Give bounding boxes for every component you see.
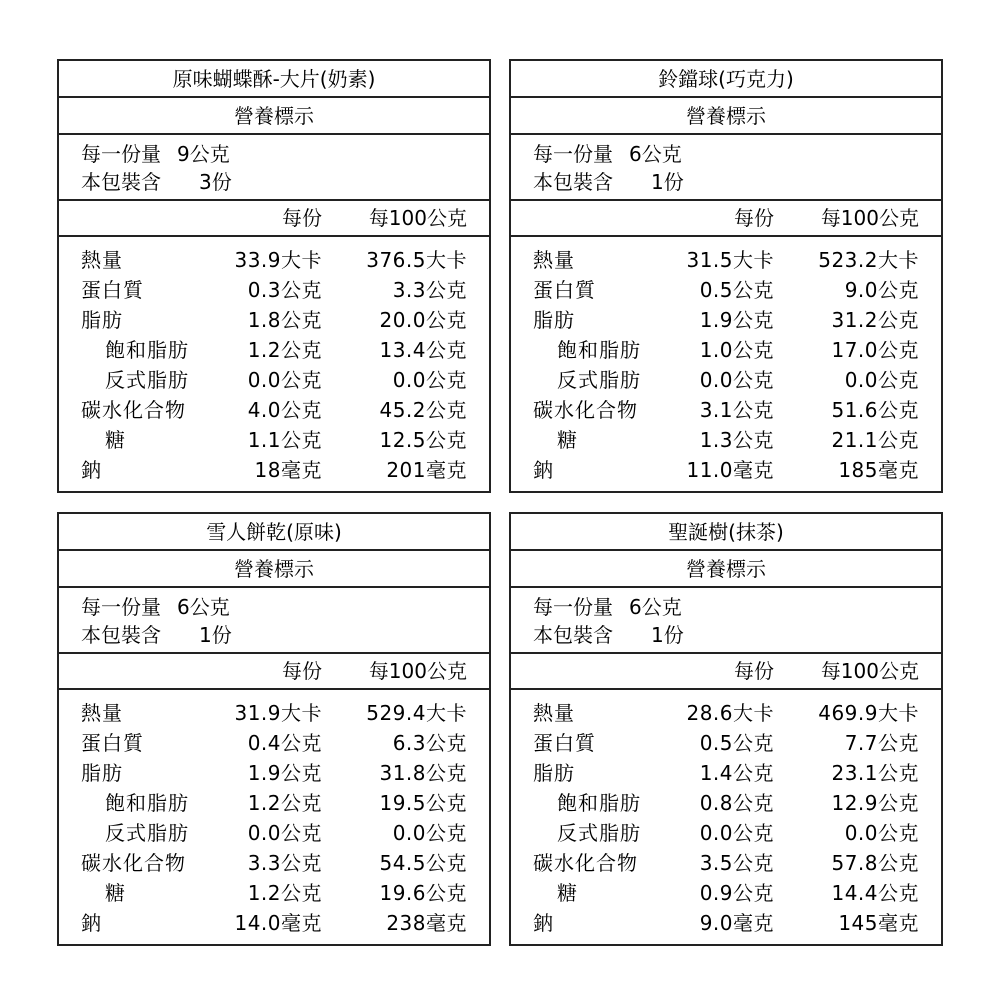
- nutrient-row: [59, 908, 489, 938]
- nutrient-row: [511, 455, 941, 485]
- nutrient-name: 蛋白質: [81, 731, 144, 755]
- nutrient-per-100g: 12.9公克: [831, 791, 919, 815]
- nutrition-panel-snowman-cookie: [57, 512, 491, 946]
- servings-per-pack-value: 1份: [651, 170, 684, 194]
- nutrient-per-100g: 0.0公克: [392, 821, 467, 845]
- nutrient-per-100g: 31.8公克: [379, 761, 467, 785]
- nutrient-list: [59, 690, 489, 938]
- serving-size-label: 每一份量: [533, 595, 613, 619]
- nutrient-per-serving: 33.9大卡: [234, 248, 322, 272]
- nutrient-row: [511, 878, 941, 908]
- nutrient-per-100g: 523.2大卡: [818, 248, 919, 272]
- nutrient-list: [59, 237, 489, 485]
- serving-info: [511, 135, 941, 201]
- nutrient-name: 蛋白質: [533, 278, 596, 302]
- nutrient-row: [59, 788, 489, 818]
- nutrient-per-100g: 45.2公克: [379, 398, 467, 422]
- servings-per-pack-label: 本包裝含: [81, 170, 161, 194]
- nutrient-per-serving: 3.1公克: [699, 398, 774, 422]
- nutrition-label-heading: 營養標示: [511, 551, 941, 588]
- nutrient-row: [511, 275, 941, 305]
- nutrient-row: [511, 245, 941, 275]
- nutrient-row: [59, 245, 489, 275]
- nutrient-name: 熱量: [81, 701, 123, 725]
- nutrient-row: [511, 758, 941, 788]
- nutrient-row: [59, 365, 489, 395]
- nutrient-per-100g: 17.0公克: [831, 338, 919, 362]
- nutrient-name: 脂肪: [81, 761, 123, 785]
- servings-per-pack-label: 本包裝含: [533, 170, 613, 194]
- nutrient-list: [511, 690, 941, 938]
- nutrition-label-heading: 營養標示: [59, 98, 489, 135]
- col-per-100g: 每100公克: [820, 659, 919, 683]
- nutrition-label-heading: 營養標示: [511, 98, 941, 135]
- nutrient-per-serving: 1.2公克: [247, 338, 322, 362]
- nutrient-per-serving: 1.1公克: [247, 428, 322, 452]
- nutrient-per-serving: 14.0毫克: [234, 911, 322, 935]
- nutrient-row: [59, 848, 489, 878]
- nutrient-name: 飽和脂肪: [557, 338, 641, 362]
- nutrient-per-serving: 31.5大卡: [686, 248, 774, 272]
- serving-size-value: 9公克: [177, 142, 230, 166]
- nutrient-per-100g: 20.0公克: [379, 308, 467, 332]
- nutrient-row: [511, 818, 941, 848]
- nutrient-row: [511, 848, 941, 878]
- servings-per-pack-value: 1份: [199, 623, 232, 647]
- nutrient-per-serving: 0.5公克: [699, 731, 774, 755]
- nutrient-per-serving: 28.6大卡: [686, 701, 774, 725]
- nutrient-name: 反式脂肪: [105, 821, 189, 845]
- servings-per-pack-value: 3份: [199, 170, 232, 194]
- col-per-serving: 每份: [282, 659, 322, 683]
- nutrient-per-100g: 469.9大卡: [818, 701, 919, 725]
- nutrient-row: [511, 788, 941, 818]
- nutrient-row: [511, 305, 941, 335]
- nutrient-per-100g: 21.1公克: [831, 428, 919, 452]
- nutrient-row: [511, 335, 941, 365]
- nutrient-name: 蛋白質: [81, 278, 144, 302]
- nutrient-per-100g: 6.3公克: [392, 731, 467, 755]
- serving-size-value: 6公克: [177, 595, 230, 619]
- serving-size-label: 每一份量: [533, 142, 613, 166]
- nutrient-name: 糖: [557, 881, 578, 905]
- product-title: 鈴鐺球(巧克力): [511, 61, 941, 98]
- col-per-serving: 每份: [734, 659, 774, 683]
- nutrient-per-serving: 4.0公克: [247, 398, 322, 422]
- column-header: [511, 654, 941, 690]
- nutrient-name: 碳水化合物: [81, 398, 186, 422]
- nutrient-name: 熱量: [533, 701, 575, 725]
- nutrient-per-100g: 238毫克: [386, 911, 467, 935]
- nutrient-per-serving: 0.5公克: [699, 278, 774, 302]
- servings-per-pack-label: 本包裝含: [81, 623, 161, 647]
- nutrient-row: [59, 758, 489, 788]
- nutrient-row: [59, 305, 489, 335]
- nutrient-name: 糖: [557, 428, 578, 452]
- nutrient-per-100g: 23.1公克: [831, 761, 919, 785]
- serving-size-value: 6公克: [629, 142, 682, 166]
- nutrient-per-100g: 19.6公克: [379, 881, 467, 905]
- nutrient-row: [59, 698, 489, 728]
- nutrient-name: 熱量: [81, 248, 123, 272]
- nutrient-per-100g: 12.5公克: [379, 428, 467, 452]
- nutrient-per-serving: 31.9大卡: [234, 701, 322, 725]
- nutrient-per-serving: 0.0公克: [247, 821, 322, 845]
- nutrient-per-100g: 185毫克: [838, 458, 919, 482]
- nutrition-panel-butterfly-pastry: [57, 59, 491, 493]
- nutrient-per-100g: 145毫克: [838, 911, 919, 935]
- serving-size-label: 每一份量: [81, 595, 161, 619]
- nutrient-name: 反式脂肪: [557, 368, 641, 392]
- servings-per-pack-label: 本包裝含: [533, 623, 613, 647]
- nutrient-name: 鈉: [533, 911, 554, 935]
- nutrient-row: [511, 698, 941, 728]
- nutrient-name: 飽和脂肪: [105, 338, 189, 362]
- nutrient-per-serving: 1.0公克: [699, 338, 774, 362]
- col-per-100g: 每100公克: [368, 206, 467, 230]
- col-per-serving: 每份: [734, 206, 774, 230]
- nutrient-per-serving: 1.8公克: [247, 308, 322, 332]
- nutrient-name: 蛋白質: [533, 731, 596, 755]
- serving-size-value: 6公克: [629, 595, 682, 619]
- nutrient-per-serving: 1.3公克: [699, 428, 774, 452]
- product-title: 雪人餅乾(原味): [59, 514, 489, 551]
- nutrient-per-100g: 0.0公克: [844, 368, 919, 392]
- nutrient-per-100g: 13.4公克: [379, 338, 467, 362]
- nutrient-per-serving: 0.0公克: [699, 821, 774, 845]
- nutrient-name: 脂肪: [81, 308, 123, 332]
- nutrient-per-100g: 51.6公克: [831, 398, 919, 422]
- col-per-100g: 每100公克: [368, 659, 467, 683]
- nutrient-row: [511, 395, 941, 425]
- nutrient-row: [511, 908, 941, 938]
- nutrient-per-serving: 0.4公克: [247, 731, 322, 755]
- nutrient-name: 反式脂肪: [105, 368, 189, 392]
- nutrient-per-serving: 0.9公克: [699, 881, 774, 905]
- nutrient-list: [511, 237, 941, 485]
- column-header: [59, 654, 489, 690]
- nutrient-per-serving: 9.0毫克: [699, 911, 774, 935]
- nutrient-name: 脂肪: [533, 761, 575, 785]
- serving-info: [59, 135, 489, 201]
- nutrient-per-serving: 3.3公克: [247, 851, 322, 875]
- nutrient-per-serving: 1.4公克: [699, 761, 774, 785]
- nutrient-name: 鈉: [81, 458, 102, 482]
- nutrient-per-100g: 19.5公克: [379, 791, 467, 815]
- nutrient-row: [59, 425, 489, 455]
- nutrient-name: 反式脂肪: [557, 821, 641, 845]
- nutrient-per-100g: 201毫克: [386, 458, 467, 482]
- nutrient-name: 鈉: [81, 911, 102, 935]
- nutrient-name: 碳水化合物: [81, 851, 186, 875]
- nutrient-name: 熱量: [533, 248, 575, 272]
- nutrient-per-100g: 31.2公克: [831, 308, 919, 332]
- nutrient-row: [59, 455, 489, 485]
- nutrient-name: 鈉: [533, 458, 554, 482]
- nutrient-row: [59, 818, 489, 848]
- nutrient-per-100g: 376.5大卡: [366, 248, 467, 272]
- nutrient-per-100g: 0.0公克: [392, 368, 467, 392]
- nutrition-panel-bell-ball: [509, 59, 943, 493]
- nutrient-per-100g: 7.7公克: [844, 731, 919, 755]
- serving-info: [511, 588, 941, 654]
- nutrient-per-100g: 57.8公克: [831, 851, 919, 875]
- nutrient-row: [59, 878, 489, 908]
- nutrient-row: [59, 335, 489, 365]
- serving-size-label: 每一份量: [81, 142, 161, 166]
- nutrient-name: 糖: [105, 881, 126, 905]
- nutrient-per-serving: 0.0公克: [247, 368, 322, 392]
- product-title: 原味蝴蝶酥-大片(奶素): [59, 61, 489, 98]
- product-title: 聖誕樹(抹茶): [511, 514, 941, 551]
- nutrient-per-serving: 3.5公克: [699, 851, 774, 875]
- nutrient-per-serving: 0.3公克: [247, 278, 322, 302]
- col-per-100g: 每100公克: [820, 206, 919, 230]
- nutrient-per-serving: 0.8公克: [699, 791, 774, 815]
- nutrient-name: 飽和脂肪: [105, 791, 189, 815]
- nutrient-per-serving: 1.9公克: [247, 761, 322, 785]
- nutrient-row: [59, 395, 489, 425]
- nutrient-per-serving: 1.2公克: [247, 881, 322, 905]
- nutrient-row: [59, 728, 489, 758]
- servings-per-pack-value: 1份: [651, 623, 684, 647]
- nutrient-per-serving: 11.0毫克: [686, 458, 774, 482]
- column-header: [511, 201, 941, 237]
- nutrition-panel-christmas-tree: [509, 512, 943, 946]
- nutrient-row: [59, 275, 489, 305]
- nutrient-per-100g: 529.4大卡: [366, 701, 467, 725]
- nutrient-per-100g: 14.4公克: [831, 881, 919, 905]
- nutrient-name: 飽和脂肪: [557, 791, 641, 815]
- nutrient-name: 碳水化合物: [533, 398, 638, 422]
- nutrient-row: [511, 425, 941, 455]
- nutrient-row: [511, 728, 941, 758]
- nutrient-name: 糖: [105, 428, 126, 452]
- nutrition-label-heading: 營養標示: [59, 551, 489, 588]
- nutrient-name: 碳水化合物: [533, 851, 638, 875]
- nutrient-per-100g: 3.3公克: [392, 278, 467, 302]
- nutrient-per-serving: 1.2公克: [247, 791, 322, 815]
- serving-info: [59, 588, 489, 654]
- nutrient-per-100g: 54.5公克: [379, 851, 467, 875]
- col-per-serving: 每份: [282, 206, 322, 230]
- nutrient-per-100g: 9.0公克: [844, 278, 919, 302]
- nutrient-per-serving: 0.0公克: [699, 368, 774, 392]
- nutrient-per-100g: 0.0公克: [844, 821, 919, 845]
- column-header: [59, 201, 489, 237]
- nutrient-per-serving: 1.9公克: [699, 308, 774, 332]
- nutrient-row: [511, 365, 941, 395]
- nutrient-per-serving: 18毫克: [254, 458, 322, 482]
- nutrient-name: 脂肪: [533, 308, 575, 332]
